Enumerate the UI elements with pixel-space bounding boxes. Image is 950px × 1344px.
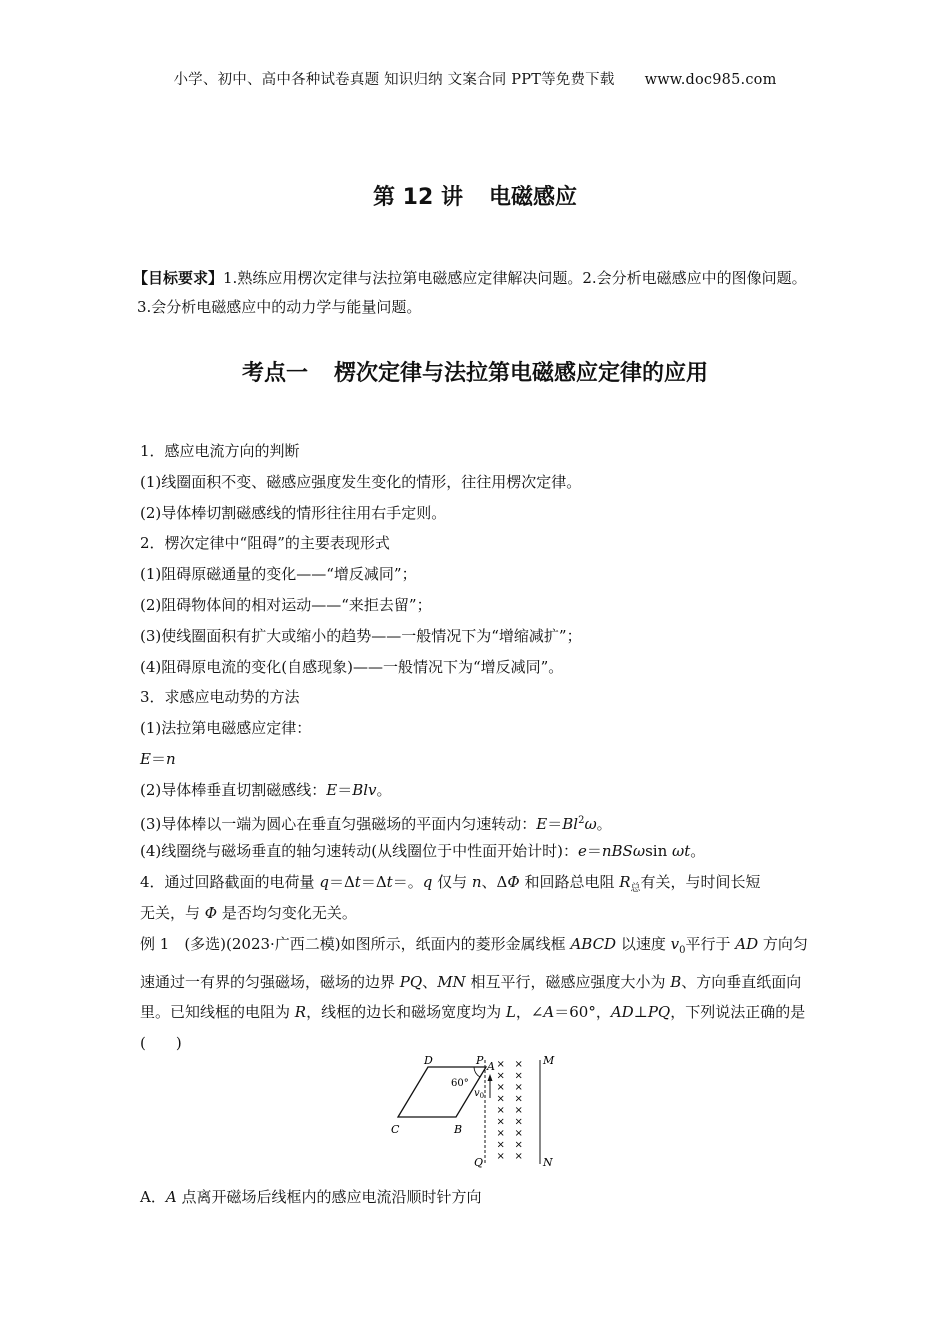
goal-label: 【目标要求】 (133, 269, 224, 287)
list-item: (4)阻碍原电流的变化(自感现象)——一般情况下为“增反减同”。 (140, 657, 564, 676)
header-url[interactable]: www.doc985.com (644, 72, 777, 88)
goal-paragraph (133, 264, 817, 322)
velocity-label: $v_0$ (474, 1088, 485, 1100)
rhombus-field-figure (388, 1052, 568, 1174)
label-d: D (424, 1054, 433, 1067)
example-1: 例 1 (多选)(2023·广西二模)如图所示，纸面内的菱形金属线框 ABCD 以速度 $v_0$平行于 AD 方向匀速通过一有界的匀强磁场，磁场的边界 PQ、MN 相互平行，磁感应强度大小为 B、方向垂直纸面向里。已知线框的电阻为 R，线框的边长和磁场宽度均为 L，∠A＝60°，AD⊥PQ，下列说法正确的是( ) (140, 934, 808, 1053)
field-cross: × (514, 1082, 523, 1093)
label-m: M (543, 1054, 555, 1067)
formula-line: E＝n (140, 749, 176, 768)
field-cross: × (496, 1093, 505, 1105)
field-cross: × (496, 1128, 505, 1139)
field-cross: × (496, 1105, 505, 1116)
field-cross: × (514, 1139, 523, 1151)
label-n: N (543, 1156, 553, 1169)
header-text: 小学、初中、高中各种试卷真题 知识归纳 文案合同 PPT等免费下载 (173, 72, 615, 88)
list-item: (2)导体棒切割磁感线的情形往往用右手定则。 (140, 503, 447, 522)
field-cross: × (514, 1093, 523, 1105)
field-cross: × (496, 1151, 505, 1162)
label-a: A (487, 1060, 495, 1073)
angle-label: 60° (451, 1078, 469, 1089)
field-cross: × (514, 1105, 523, 1116)
field-cross: × (514, 1070, 523, 1082)
rhombus-frame (398, 1067, 486, 1117)
field-cross: × (514, 1116, 523, 1128)
label-q: Q (474, 1156, 484, 1169)
page-header (0, 68, 950, 89)
arrow-head (488, 1074, 493, 1081)
field-cross: × (496, 1082, 505, 1093)
option-a[interactable]: A．A 点离开磁场后线框内的感应电流沿顺时针方向 (140, 1188, 482, 1206)
field-cross: × (496, 1116, 505, 1128)
list-item: (1)线圈面积不变、磁感应强度发生变化的情形，往往用楞次定律。 (140, 472, 582, 491)
goal-text: 1.熟练应用楞次定律与法拉第电磁感应定律解决问题。2.会分析电磁感应中的图像问题。3.会分析电磁感应中的动力学与能量问题。 (137, 269, 807, 316)
list-item: (2)阻碍物体间的相对运动——“来拒去留”； (140, 595, 432, 614)
field-cross: × (514, 1128, 523, 1139)
list-item: 1．感应电流方向的判断 (140, 442, 300, 460)
angle-arc (474, 1067, 480, 1077)
label-b: B (454, 1123, 463, 1136)
formula-line: (4)线圈绕与磁场垂直的轴匀速转动(从线圈位于中性面开始计时)：e＝nBSωsin ωt。 (140, 842, 706, 861)
list-item: 无关，与 Φ 是否均匀变化无关。 (140, 903, 357, 922)
example-label: 例 1 (140, 934, 170, 953)
label-c: C (391, 1123, 400, 1136)
formula-line: (3)导体棒以一端为圆心在垂直匀强磁场的平面内匀速转动：$E=Bl^2\omega$。 (140, 814, 612, 833)
formula-line: 4．通过回路截面的电荷量 q＝Δt＝Δt＝。q 仅与 n、ΔΦ 和回路总电阻 $R_总$有关，与时间长短 (140, 873, 761, 895)
list-item: 3．求感应电动势的方法 (140, 688, 300, 707)
field-crosses (497, 1059, 523, 1162)
field-cross: × (496, 1059, 505, 1070)
field-cross: × (496, 1139, 505, 1151)
list-item: 2．楞次定律中“阻碍”的主要表现形式 (140, 534, 390, 553)
field-cross: × (514, 1059, 523, 1070)
list-item: (1)阻碍原磁通量的变化——“增反减同”； (140, 565, 417, 584)
list-item: (1)法拉第电磁感应定律： (140, 719, 312, 738)
content-body (140, 436, 820, 1059)
list-item: (3)使线圈面积有扩大或缩小的趋势——一般情况下为“增缩减扩”； (140, 626, 582, 645)
page-title: 第 12 讲 电磁感应 (373, 185, 577, 210)
section-heading: 考点一 楞次定律与法拉第电磁感应定律的应用 (241, 361, 709, 386)
formula-line: (2)导体棒垂直切割磁感线：E＝Blv。 (140, 780, 392, 799)
field-cross: × (496, 1070, 505, 1082)
field-cross: × (514, 1151, 523, 1162)
label-p: P (476, 1054, 484, 1067)
